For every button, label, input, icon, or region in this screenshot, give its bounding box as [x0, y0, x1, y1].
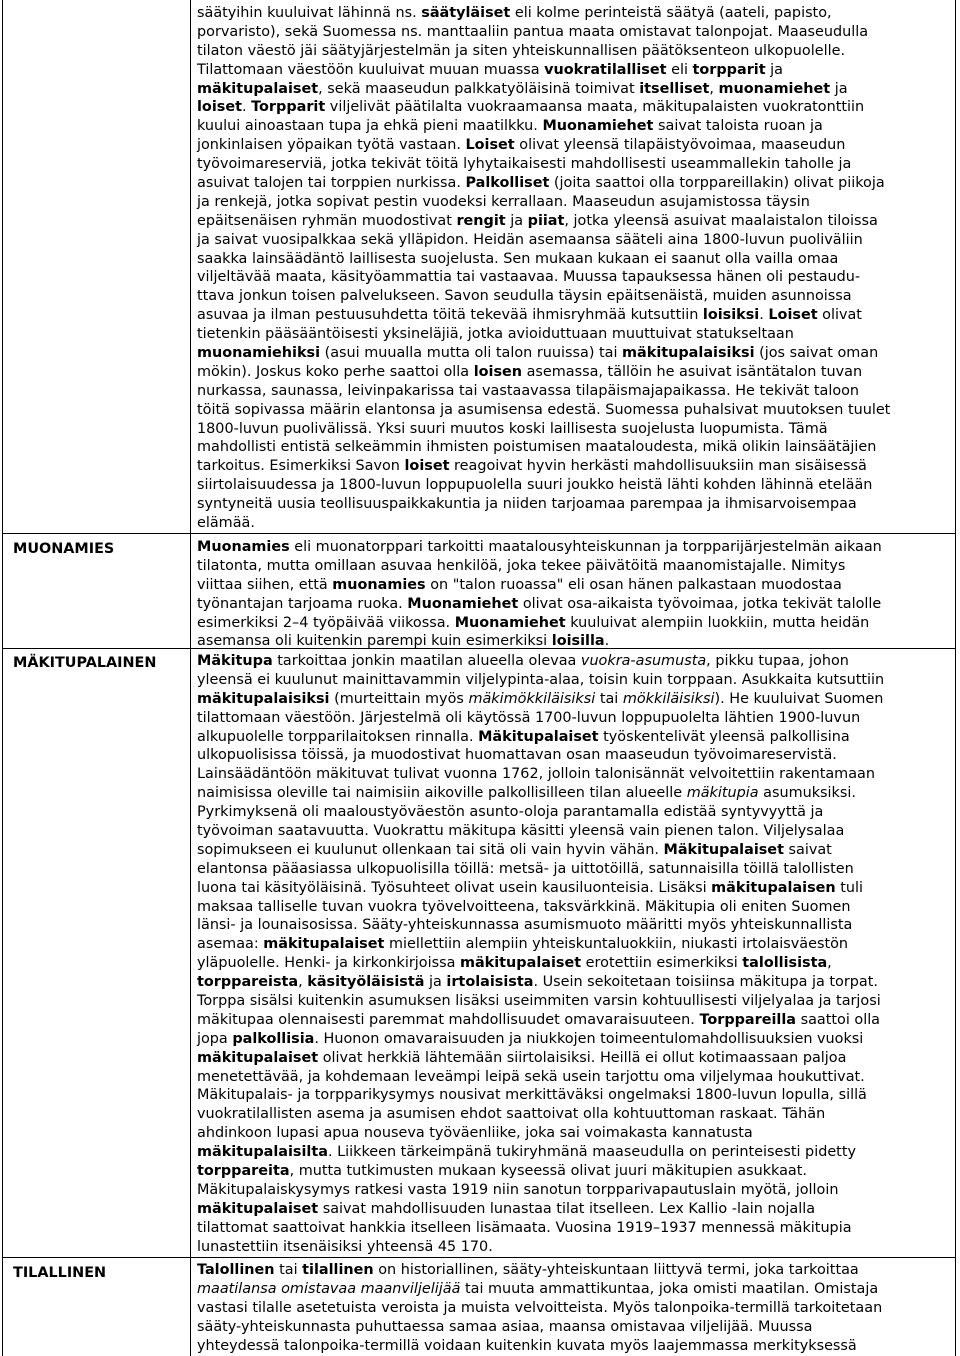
bold-term: loisen [473, 363, 523, 380]
text-run: , sekä maaseudun palkkatyöläisinä toimivat [318, 80, 640, 97]
bold-term: mäkitupalaiset [197, 80, 319, 97]
text-run: (asui muualla mutta oli talon ruuissa) tai [320, 345, 623, 362]
bold-term: Muonamiehet [454, 614, 566, 631]
text-line [197, 155, 953, 174]
text-line [197, 860, 953, 879]
text-run: esimerkiksi 2–4 työpäivää viikossa. [197, 614, 455, 631]
bold-term: mäkitupalaiset [263, 936, 385, 953]
bold-term: mäkitupalaisiksi [197, 690, 330, 707]
text-line [197, 1200, 953, 1219]
text-run: reagoivat hyvin herkästi mahdollisuuksiin man sisäisessä [449, 458, 867, 475]
text-line [197, 495, 953, 514]
bold-term: rengit [456, 212, 506, 229]
bold-term: Loiset [465, 137, 515, 154]
term-tilallinen: TILALLINEN [13, 1265, 107, 1281]
bold-term: Talollinen [197, 1262, 275, 1278]
text-run: tilattomaan väestöön. Järjestelmä oli käytössä 1700-luvun loppupuolelta lähtien 1900-luvun [197, 709, 861, 726]
text-line [197, 632, 953, 651]
text-run: mäkitupaa olennaisesti paremmat mahdollisuudet omavaraisuuteen. [197, 1011, 700, 1028]
text-run: ja renkejä, jotka sopivat pestin vuodeksi kerrallaan. Maaseudun asujamistossa täysin [197, 193, 810, 210]
text-run: tai [274, 1262, 303, 1278]
term-makitupalainen: MÄKITUPALAINEN [13, 655, 157, 671]
section-text-makitupalainen [197, 652, 953, 1257]
text-run: Lainsäädäntöön mäkituvat tulivat vuonna 1762, jolloin talonisännät velvoitettiin rakentamaan [197, 766, 875, 783]
text-run: olivat [817, 307, 862, 324]
text-line [197, 420, 953, 439]
bold-term: tilallinen [302, 1262, 374, 1278]
text-run: ulkopuolisissa töissä, ja muodostivat huomattavan osan maaseudun työvoimareservistä. [197, 747, 837, 764]
text-run: vastasi tilalle asetetuista veroista ja muista velvoitteista. Myös talonpoika-termillä tarkoitetaan [197, 1299, 883, 1316]
text-line [197, 1261, 953, 1280]
bold-term: muonamiehet [718, 80, 831, 97]
text-run: saakka lainsäädäntö laillisesta suojelusta. Sen mukaan kukaan ei saanut olla vailla omaa [197, 250, 839, 267]
text-run: tietenkin pääsääntöisesti yksineläjiä, jotka avioiduttuaan muuttuivat statukseltaan [197, 326, 794, 343]
text-run: 1800-luvun puolivälissä. Yksi suuri muutos koski laillisesta suojelusta luopumista. Tämä [197, 420, 828, 437]
text-line [197, 803, 953, 822]
bold-term: mäkitupalaiset [197, 1049, 319, 1066]
text-run: . Liikkeen tärkeimpänä tukiryhmänä maaseudulla on perinteisesti pidetty [327, 1144, 856, 1161]
text-line [197, 1238, 953, 1257]
italic-term: mökkiläisiksi [622, 690, 715, 707]
text-run: epäitsenäisen ryhmän muodostivat [197, 212, 457, 229]
text-run: . [759, 307, 769, 324]
text-line [197, 136, 953, 155]
text-line [197, 1181, 953, 1200]
text-line [197, 671, 953, 690]
text-line [197, 42, 953, 61]
text-run: Torppa sisälsi kuitenkin asumuksen lisäksi useimmiten varsin kohtuullisesti viljelyalaa ja tarjosi [197, 993, 881, 1010]
term-muonamies: MUONAMIES [13, 541, 115, 557]
text-run: ttava jonkun toisen palvelukseen. Savon seudulla täysin epäitsenäistä, muiden asunnoissa [197, 288, 852, 305]
bold-term: torppareita [197, 1163, 290, 1180]
text-run: saivat taloista ruoan ja [653, 118, 823, 135]
text-run: säätyihin kuuluivat lähinnä ns. [197, 5, 422, 21]
text-run: työnantajan tarjoama ruoka. [197, 595, 408, 612]
text-run: , [298, 974, 308, 991]
text-line [197, 1124, 953, 1143]
text-line [197, 268, 953, 287]
bold-term: loisilla [551, 633, 605, 650]
text-run: . Huonon omavaraisuuden ja niukkojen toimeentulomahdollisuuksien vuoksi [314, 1030, 864, 1047]
text-line [197, 595, 953, 614]
text-run: saivat mahdollisuuden lunastaa tilat itselleen. Lex Kallio -lain nojalla [318, 1200, 816, 1217]
text-line [197, 822, 953, 841]
bold-term: Palkolliset [465, 175, 550, 192]
text-run: yleensä ei kuulunut mainittavammin viljelypinta-alaa, toisin kuin torppaan. Asukkaita kutsuttiin [197, 671, 885, 688]
text-run: saattoi olla [796, 1011, 881, 1028]
text-line [197, 23, 953, 42]
text-run: elantonsa pääasiassa ulkopuolisilla töillä: metsä- ja uittotöillä, satunnaisilla töillä talollisten [197, 860, 854, 877]
bold-term: Muonamiehet [542, 118, 654, 135]
section-text-tilallinen [197, 1261, 953, 1355]
text-line [197, 193, 953, 212]
bold-term: piiat [527, 212, 565, 229]
bold-term: talollisista [742, 955, 828, 972]
text-line [197, 1162, 953, 1181]
text-line [197, 306, 953, 325]
bold-term: Muonamiehet [407, 595, 519, 612]
text-line [197, 457, 953, 476]
text-run: (joita saattoi olla torppareillakin) olivat piikoja [549, 175, 885, 192]
text-run: olivat herkkiä lähtemään siirtolaisiksi. Heillä ei ollut kotimaassaan paljoa [318, 1049, 847, 1066]
italic-term: maatilansa omistavaa maanviljelijää [197, 1280, 461, 1297]
bold-term: torppareista [197, 974, 299, 991]
text-line [197, 401, 953, 420]
text-run: . [241, 99, 252, 116]
text-run: naimisissa oleville tai naimisiin aikoville palkollisilleen tilan alueelle [197, 785, 687, 802]
text-run: (jos saivat oman [754, 345, 879, 362]
text-line [197, 61, 953, 80]
section-text-intro [197, 4, 953, 533]
text-run: syntyneitä uusia teollisuuspaikkakuntia ja niiden tarjoamaa parempaa ja ihmisarvoisempaa [197, 496, 857, 513]
text-run: olivat yleensä tilapäistyövoimaa, maaseudun [514, 137, 846, 154]
text-run: asuvaa ja ilman pestuusuhdetta töitä tekevää ihmisryhmää kutsuttiin [197, 307, 703, 324]
text-line [197, 344, 953, 363]
text-run: asemaa: [197, 936, 264, 953]
text-run: saivat [783, 841, 832, 858]
bold-term: muonamies [332, 576, 426, 593]
text-run: yläpuolelle. Henki- ja kirkonkirjoissa [197, 955, 460, 972]
bold-term: loisiksi [702, 307, 760, 324]
text-run: viljelivät päätilalta vuokraamaansa maata, mäkitupalaisten vuokratonttiin [325, 99, 865, 116]
text-run: Pyrkimyksenä oli maaloustyöväestön asunto-oloja parantamalla edistää syntyvyyttä ja [197, 804, 824, 821]
bold-term: irtolaisista [446, 974, 534, 991]
text-run: ja [424, 974, 447, 991]
text-run: ahdinkoon lupasi apua nouseva työväenliike, joka sai voimakasta kannatusta [197, 1125, 753, 1142]
text-line [197, 1049, 953, 1068]
text-run: on historiallinen, sääty-yhteiskuntaan liittyvä termi, joka tarkoittaa [373, 1262, 859, 1278]
bold-term: loiset [404, 458, 450, 475]
text-line [197, 287, 953, 306]
text-run: Tilattomaan väestöön kuuluivat muuan muassa [197, 61, 545, 78]
row-divider [3, 533, 955, 534]
text-line [197, 98, 953, 117]
text-line [197, 1068, 953, 1087]
bold-term: muonamiehiksi [197, 345, 321, 362]
text-line [197, 1143, 953, 1162]
text-run: kuuluivat alempiin luokkiin, mutta heidän [565, 614, 870, 631]
text-line [197, 363, 953, 382]
text-run: tai muuta ammattikuntaa, joka omisti maatilan. Omistaja [460, 1280, 879, 1297]
bold-term: Loiset [768, 307, 818, 324]
text-line [197, 557, 953, 576]
text-line [197, 117, 953, 136]
bold-term: mäkitupalaisilta [197, 1144, 328, 1161]
text-line [197, 1086, 953, 1105]
column-divider [190, 0, 191, 1356]
text-line [197, 1030, 953, 1049]
text-run: ja saivat vuosipalkkaa sekä ylläpidon. Heidän asemaansa sääteli aina 1800-luvun puoliväliin [197, 231, 863, 248]
text-run: , mutta tutkimusten mukaan kyseessä olivat juuri mäkitupien asukkaat. [289, 1163, 807, 1180]
italic-term: mäkimökkiläisiksi [468, 690, 596, 707]
text-line [197, 1299, 953, 1318]
bold-term: Mäkitupalaiset [478, 728, 599, 745]
bold-term: mäkitupalaisen [711, 879, 836, 896]
text-run: viittaa siihen, että [197, 576, 333, 593]
text-run: , [709, 80, 719, 97]
bold-term: itselliset [639, 80, 710, 97]
text-line [197, 690, 953, 709]
text-run: työskentelivät yleensä palkollisina [598, 728, 850, 745]
bold-term: vuokratilalliset [544, 61, 667, 78]
text-line [197, 1337, 953, 1356]
bold-term: Muonamies [197, 539, 290, 555]
text-run: tuli [835, 879, 864, 896]
text-run: Mäkitupalais- ja torpparikysymys nousivat merkittäväksi ongelmaksi 1800-luvun lopulla, sillä [197, 1087, 867, 1104]
text-run: asumuksiksi. [758, 785, 856, 802]
text-run: ). He kuuluivat Suomen [714, 690, 884, 707]
text-line [197, 250, 953, 269]
text-line [197, 746, 953, 765]
text-line [197, 879, 953, 898]
text-run: . Usein sekoitetaan toisiinsa mäkitupa ja torpat. [533, 974, 878, 991]
text-line [197, 4, 953, 23]
document-table [2, 0, 956, 1356]
text-run: Mäkitupalaiskysymys ratkesi vasta 1919 niin sanotun torpparivapautuslain myötä, jolloin [197, 1181, 839, 1198]
text-line [197, 1280, 953, 1299]
bold-term: Mäkitupa [197, 653, 273, 669]
text-run: luona tai käsityöläisinä. Työsuhteet olivat usein kausiluonteisia. Lisäksi [197, 879, 712, 896]
text-run: tilaton väestö jäi säätyjärjestelmän ja siten yhteiskunnallisen päätöksenteon ulkopuolelle. [197, 42, 846, 59]
row-divider [3, 1257, 955, 1258]
text-line [197, 898, 953, 917]
text-run: tarkoitus. Esimerkiksi Savon [197, 458, 405, 475]
text-run: menetettävää, ja kohdemaan leveämpi leipä sekä usein tarjottu oma viljelymaa houkuttivat. [197, 1068, 865, 1085]
text-run: eli kolme perinteistä säätyä (aateli, papisto, [510, 5, 832, 21]
text-line [197, 728, 953, 747]
bold-term: palkollisia [232, 1030, 315, 1047]
text-line [197, 841, 953, 860]
bold-term: käsityöläisistä [307, 974, 425, 991]
text-run: eli [666, 61, 693, 78]
text-run: miellettiin alempiin yhteiskuntaluokkiin, niukasti irtolaisväestön [384, 936, 849, 953]
text-line [197, 916, 953, 935]
text-line [197, 514, 953, 533]
text-run: tilatonta, mutta omillaan asuvaa henkilöä, joka tekee päivätöitä maanomistajalle. Nimitys [197, 557, 846, 574]
text-run: . [604, 633, 610, 650]
text-run: maksaa talliselle tuvan vuokra työvelvoitteena, taksvärkkinä. Mäkitupia oli eniten Suomen [197, 898, 851, 915]
text-run: sopimukseen ei kuulunut ollenkaan tai sitä oli vain hyvin vähän. [197, 841, 664, 858]
bold-term: torpparit [692, 61, 766, 78]
text-run: alkupuolelle torpparilaitoksen rinnalla. [197, 728, 479, 745]
bold-term: mäkitupalaiset [459, 955, 582, 972]
text-line [197, 1219, 953, 1238]
text-run: elämää. [197, 515, 255, 532]
text-run: tilattomat saattoivat hankkia itselleen lisämaata. Vuosina 1919–1937 mennessä mäkitupia [197, 1219, 852, 1236]
text-line [197, 765, 953, 784]
text-run: tarkoittaa jonkin maatilan alueella olevaa [272, 653, 581, 669]
text-line [197, 614, 953, 633]
text-line [197, 174, 953, 193]
text-run: erotettiin esimerkiksi [581, 955, 743, 972]
italic-term: vuokra-asumusta [580, 653, 707, 669]
text-run: siirtolaisuudessa ja 1800-luvun loppupuolella suuri joukko heistä lähti kohden lähinnä etelään [197, 477, 873, 494]
section-text-muonamies [197, 538, 953, 651]
text-run: , pikku tupaa, johon [706, 653, 849, 669]
text-run: työvoiman saatavuutta. Vuokrattu mäkitupa käsitti yleensä vain pienen talon. Viljelysalaa [197, 823, 845, 840]
text-line [197, 476, 953, 495]
text-run: porvaristo), sekä Suomessa ns. manttaaliin pantua maata omistavat talonpojat. Maaseudulla [197, 23, 869, 40]
text-run: mökin). Joskus koko perhe saattoi olla [197, 363, 474, 380]
text-line [197, 784, 953, 803]
bold-term: säätyläiset [421, 5, 511, 21]
text-run: viljeltävää maata, käsityöammattia tai vastaavaa. Muussa tapauksessa hänen oli pestaudu- [197, 269, 861, 286]
bold-term: loiset [197, 99, 242, 116]
text-run: ja [765, 61, 784, 78]
text-run: , jotka yleensä asuivat maalaistalon tiloissa [564, 212, 878, 229]
bold-term: Torpparit [251, 99, 326, 116]
text-run: töitä sopivassa määrin elantonsa ja asumisensa edestä. Suomessa puhalsivat muutoksen tuulet [197, 401, 891, 418]
text-run: asemassa, tällöin he asuivat isäntätalon tuvan [522, 363, 863, 380]
text-run: vuokratilallisten asema ja asumisen ehdot saattoivat olla kohtuuttoman raskaat. Tähän [197, 1106, 826, 1123]
text-run: on "talon ruoassa" eli osan hänen palkastaan muodostaa [425, 576, 842, 593]
text-line [197, 652, 953, 671]
text-run: tai [595, 690, 623, 707]
text-run: eli muonatorppari tarkoitti maatalousyhteiskunnan ja torpparijärjestelmän aikaan [289, 539, 882, 555]
text-run: työvoimareserviä, jotka tekivät töitä lyhytaikaisesti mahdollisesti useammallekin taholle ja [197, 156, 852, 173]
text-line [197, 80, 953, 99]
text-line [197, 382, 953, 401]
text-run: länsi- ja lounaisosissa. Sääty-yhteiskunnassa asumismuoto määritti myös yhteiskunnallista [197, 917, 853, 934]
text-run: jonkinlaisen yöpaikan työtä vastaan. [197, 137, 466, 154]
text-line [197, 325, 953, 344]
text-run: yhteydessä talonpoika-termillä voidaan kuitenkin kuvata myös laajemmassa merkityksessä [197, 1337, 857, 1354]
text-line [197, 231, 953, 250]
text-line [197, 1011, 953, 1030]
text-line [197, 212, 953, 231]
text-line [197, 1318, 953, 1337]
text-line [197, 935, 953, 954]
text-run: nurkassa, saunassa, leivinpakarissa tai vastaavassa tilapäismajapaikassa. He tekivät taloon [197, 382, 860, 399]
italic-term: mäkitupia [686, 785, 759, 802]
text-line [197, 438, 953, 457]
text-line [197, 954, 953, 973]
text-run: asemansa oli kuitenkin parempi kuin esimerkiksi [197, 633, 552, 650]
text-run: ja [830, 80, 848, 97]
bold-term: Torppareilla [699, 1011, 797, 1028]
bold-term: Mäkitupalaiset [663, 841, 784, 858]
text-line [197, 538, 953, 557]
text-run: , [827, 955, 832, 972]
text-run: kuului ainoastaan tupa ja ehkä pieni maatilkku. [197, 118, 543, 135]
bold-term: mäkitupalaiset [197, 1200, 319, 1217]
text-line [197, 1105, 953, 1124]
text-line [197, 973, 953, 992]
text-run: olivat osa-aikaista työvoimaa, jotka tekivät talolle [518, 595, 882, 612]
text-line [197, 992, 953, 1011]
text-run: asuivat talojen tai torppien nurkissa. [197, 175, 466, 192]
text-run: sääty-yhteiskunnasta puhuttaessa samaa asiaa, maansa omistavaa viljelijää. Muussa [197, 1318, 813, 1335]
text-run: (murteittain myös [329, 690, 469, 707]
bold-term: mäkitupalaisiksi [622, 345, 755, 362]
text-run: ja [505, 212, 528, 229]
text-run: lunastettiin itsenäisiksi yhteensä 45 170. [197, 1238, 493, 1255]
text-line [197, 709, 953, 728]
text-run: jopa [197, 1030, 233, 1047]
text-run: mahdollisti entistä selkeämmin ihmisten poistumisen maataloudesta, mikä olikin lainsäätäjien [197, 439, 877, 456]
text-line [197, 576, 953, 595]
